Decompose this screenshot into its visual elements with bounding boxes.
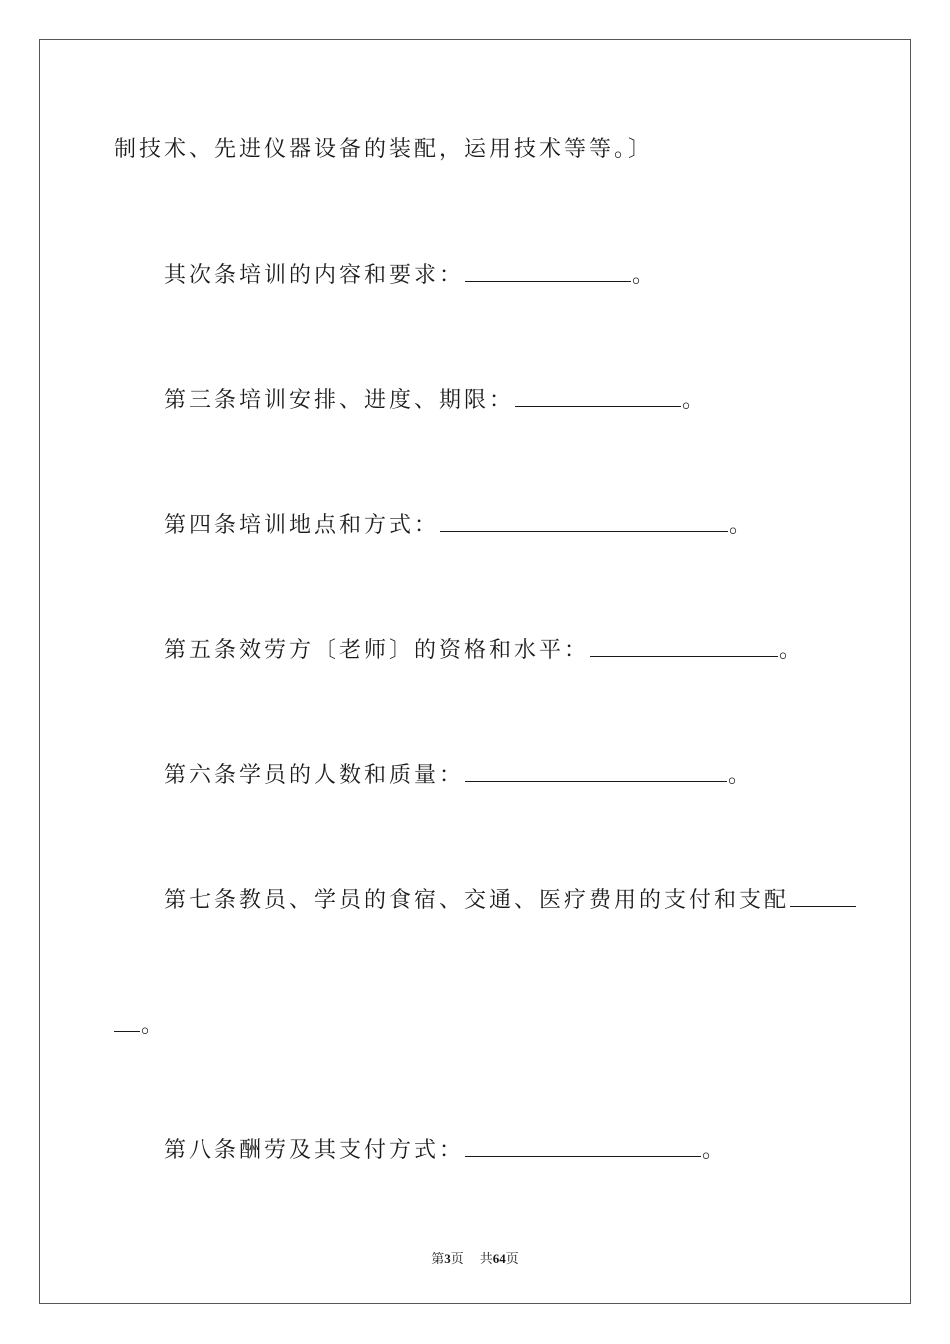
paragraph-line-1 <box>164 261 657 290</box>
line-text: 第六条学员的人数和质量： <box>164 763 465 788</box>
line-end: 。 <box>728 763 754 788</box>
fill-in-blank <box>515 386 681 407</box>
line-text: 制技术、先进仪器设备的装配，运用技术等等。〕 <box>114 137 654 162</box>
line-end: 。 <box>779 638 805 663</box>
page-border <box>39 39 911 1304</box>
line-text: 第八条酬劳及其支付方式： <box>164 1138 465 1163</box>
page-footer <box>0 1248 950 1267</box>
line-text: 第三条培训安排、进度、期限： <box>164 388 515 413</box>
fill-in-blank <box>465 1136 701 1157</box>
line-text: 其次条培训的内容和要求： <box>164 263 465 288</box>
line-end: 。 <box>632 263 658 288</box>
line-end: 。 <box>141 1013 167 1038</box>
paragraph-line-5 <box>164 761 753 790</box>
line-end: 。 <box>682 388 708 413</box>
fill-in-blank <box>465 761 727 782</box>
fill-in-blank <box>790 886 856 907</box>
paragraph-line-8 <box>164 1136 727 1165</box>
line-text: 第五条效劳方〔老师〕的资格和水平： <box>164 638 590 663</box>
fill-in-blank <box>114 1011 140 1032</box>
paragraph-line-3 <box>164 511 754 540</box>
paragraph-line-0 <box>114 136 653 164</box>
page-prefix: 第 <box>431 1251 445 1266</box>
fill-in-blank <box>465 261 631 282</box>
fill-in-blank <box>440 511 728 532</box>
paragraph-line-4 <box>164 636 804 665</box>
paragraph-line-2 <box>164 386 707 415</box>
page-number: 3 <box>444 1251 451 1266</box>
line-end: 。 <box>729 513 755 538</box>
line-end: 。 <box>702 1138 728 1163</box>
paragraph-line-7 <box>114 1011 166 1040</box>
page-suffix: 页 <box>450 1251 464 1266</box>
total-pages: 64 <box>492 1251 506 1266</box>
total-suffix: 页 <box>505 1251 519 1266</box>
paragraph-line-6 <box>164 886 857 915</box>
line-text: 第四条培训地点和方式： <box>164 513 440 538</box>
line-text: 第七条教员、学员的食宿、交通、医疗费用的支付和支配 <box>164 888 790 913</box>
total-prefix: 共 <box>479 1251 493 1266</box>
fill-in-blank <box>590 636 778 657</box>
